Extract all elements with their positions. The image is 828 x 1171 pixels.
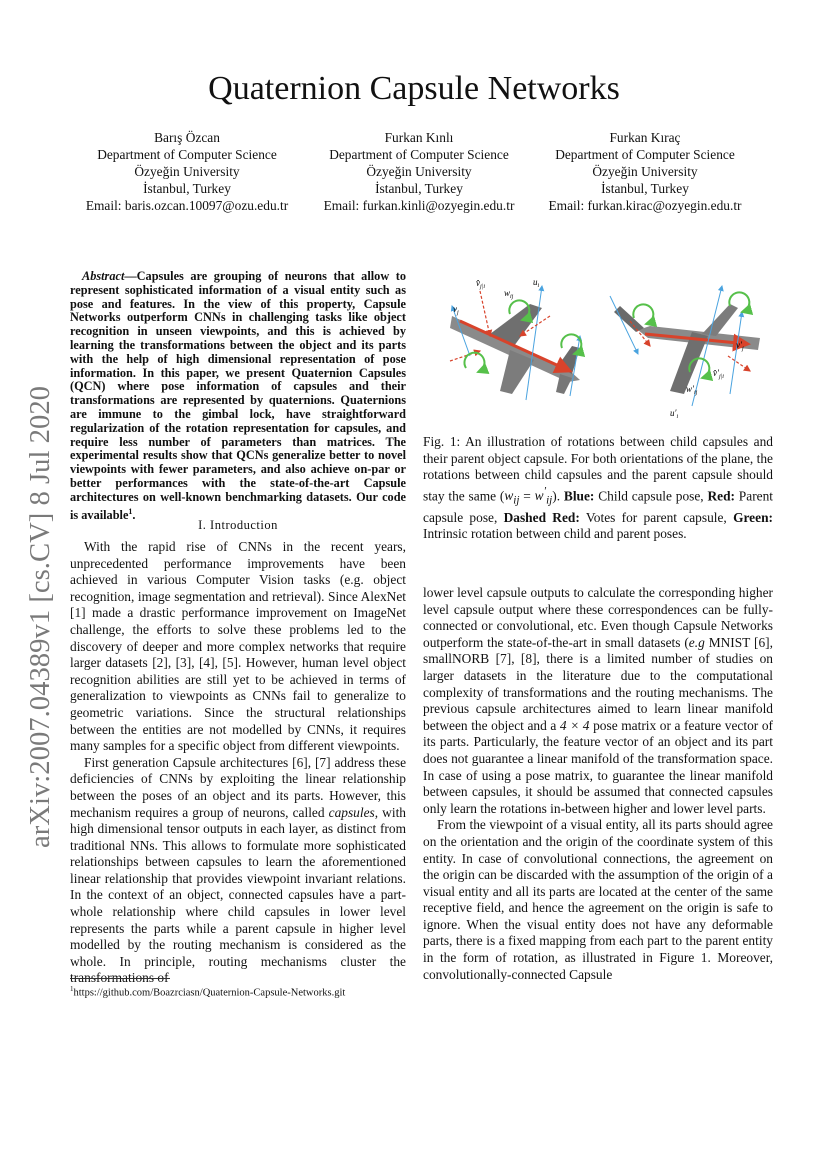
abstract-lead: Abstract (82, 269, 125, 283)
citation-link[interactable]: [7] (495, 651, 512, 667)
citation-link[interactable]: [6] (292, 754, 308, 770)
author-city: İstanbul, Turkey (375, 181, 463, 196)
intro-paragraph-2: First generation Capsule architectures [6], [7] address these deficiencies of CNNs by exploiting the linear relationship between the poses of an object and its parts. However, this mechanism requires a group of neurons, called capsules, with high dimensional tensor outputs in each layer, as distinct from traditional NNs. This allows to formulate more sophisticated relationships between capsules to learn the aforementioned linear relationship that provides viewpoint invariant relations. In the context of an object, connected capsules have a part-whole relationship where child capsules in lower level represents the parts while a parent capsule in higher level modelled by the routing mechanism is considered as the whole. In principle, routing mechanisms cluster the transformations of (70, 754, 407, 986)
author-name: Barış Özcan (154, 130, 220, 145)
author-city: İstanbul, Turkey (143, 181, 231, 196)
footnote-rule (70, 978, 170, 979)
author-name: Furkan Kıraç (609, 130, 681, 145)
paper-title: Quaternion Capsule Networks (208, 70, 620, 107)
fig-label-w: $w_{ij}$ (504, 288, 514, 300)
author-email[interactable]: Email: baris.ozcan.10097@ozu.edu.tr (85, 198, 289, 213)
citation-link[interactable]: [1] (70, 605, 86, 621)
figure-caption: Fig. 1: An illustration of rotations between child capsules and their parent object capsule. For both orientations of the plane, the rotations between child capsules and the parent capsule should stay the same $(w_{ij} = w'_{ij})$. Blue: Child capsule pose, Red: Parent capsule pose, Dashed Red: Votes for parent capsule, Green: Intrinsic rotation between child and parent poses. (423, 434, 774, 542)
abstract-text: Capsules are grouping of neurons that allow to represent sophisticated information of a visual entity such as pose and features. In the view of this property, Capsule Networks outperform CNNs in challenging tasks like object recognition in unseen viewpoints, and this is achieved by learning the transformations between the object and its parts with the help of high dimensional representation of pose information. In this paper, we present Quaternion Capsules (QCN) where pose information of capsules and their transformations are represented by quaternions. Quaternions are immune to the gimbal lock, have straightforward regularization of the rotation representation for capsules, and require less number of parameters than matrices. The experimental results show that QCNs generalize better to novel viewpoints with fewer parameters, and also achieve on-par or better performances with the state-of-the-art Capsule architectures on well-known benchmarking datasets. Our code is available (70, 269, 406, 522)
author-dept: Department of Computer Science (329, 147, 509, 162)
author-univ: Özyeğin University (366, 164, 472, 179)
fig-label-u: $u_i$ (533, 277, 540, 289)
author-block-1 (62, 129, 312, 214)
right-paragraph-1: lower level capsule outputs to calculate the corresponding higher level capsule output where these correspondences can be fully-connected or convolutional, etc. Even though Capsule Networks outperform the state-of-the-art in small datasets (e.g MNIST [6], smallNORB [7], [8], there is a limited number of studies on larger datasets in the literature due to the computational complexity of transformations and the routing mechanisms. The previous capsule architectures aimed to learn linear manifold between the object and a 4 × 4 pose matrix or a feature vector of its parts. Particularly, the feature vector of an object and its part does not guarantee a linear manifold of the transformation space. In case of using a pose matrix, to guarantee the linear manifold between capsules, it should be assumed that connected capsules only learn the rotations in-between higher and lower level parts. (423, 585, 773, 816)
fig-label-vhat: $v̂_{j|i}$ (476, 278, 485, 290)
author-block-3 (520, 129, 770, 214)
section-heading-introduction: I. Introduction (198, 518, 278, 532)
intro-paragraph-1: With the rapid rise of CNNs in the recent years, unprecedented performance improvements have been achieved in various Computer Vision tasks (e.g. object recognition, image segmentation and retrieval). Since AlexNet [1] made a drastic performance improvement on ImageNet challenge, the efforts to solve these problems led to the discovery of deeper and more complex networks that require larger datasets [2], [3], [4], [5]. However, human level object recognition abilities are still yet to be achieved in terms of generalization to viewpoints as CNNs fail to generalize to geometric variations. Since the structural relationships between the entities are not modelled by CNNs, it requires many samples for a specific object from different viewpoints. (70, 539, 407, 754)
arxiv-id-text: arXiv:2007.04389v1 [cs.CV] 8 Jul 2020 (24, 380, 56, 848)
footnote: $^1$https://github.com/Boazrciasn/Quaternion-Capsule-Networks.git (70, 985, 346, 999)
introduction-body (70, 539, 406, 987)
citation-link[interactable]: [5] (222, 655, 238, 671)
footnote-mark[interactable]: 1 (128, 506, 133, 516)
right-paragraph-2: From the viewpoint of a visual entity, all its parts should agree on the orientation and the origin of the coordinate system of this entity. In case of convolutional connections, the agreement on the origin can be discarded with the assumption of the origin of a visual entity and all its parts are located at the center of the same receptive field, and hence the agreement on the origin is safe to ignore. When the visual entity does not have any deformable parts, there is a fixed mapping from each part to the parent entity in the form of rotation, as illustrated in Figure 1. Moreover, convolutionally-connected Capsule (423, 817, 773, 982)
fig-label-uprime: $u'_i$ (670, 408, 679, 420)
arxiv-identifier (4, 380, 64, 850)
citation-link[interactable]: [4] (198, 655, 215, 671)
abstract (70, 270, 406, 522)
citation-link[interactable]: [8] (520, 651, 537, 667)
author-name: Furkan Kınlı (384, 130, 454, 145)
author-city: İstanbul, Turkey (601, 181, 689, 196)
figure-ref-link[interactable]: 1 (700, 950, 708, 966)
author-block-2 (294, 129, 544, 214)
author-dept: Department of Computer Science (97, 147, 277, 162)
citation-link[interactable]: [2] (152, 655, 168, 671)
author-dept: Department of Computer Science (555, 147, 735, 162)
abstract-dash: — (124, 269, 137, 283)
fig-label-wprime: $w'_{ij}$ (686, 384, 698, 396)
footnote-url[interactable]: https://github.com/Boazrciasn/Quaternion-Capsule-Networks.git (73, 987, 346, 999)
fig-label-vhatprime: $v̂'_{j|i}$ (713, 368, 724, 380)
fig-label-v: $v_j$ (453, 304, 459, 316)
citation-link[interactable]: [7] (314, 754, 331, 770)
plane-left (450, 286, 581, 400)
author-email[interactable]: Email: furkan.kirac@ozyegin.edu.tr (548, 198, 742, 213)
figure-airplane-rotations (430, 276, 780, 426)
citation-link[interactable]: [6] (754, 634, 770, 650)
author-email[interactable]: Email: furkan.kinli@ozyegin.edu.tr (323, 198, 515, 213)
author-univ: Özyeğin University (134, 164, 240, 179)
fig-label-vprime: $v'_j$ (736, 340, 744, 352)
right-column-body (423, 585, 773, 983)
citation-link[interactable]: [3] (175, 655, 192, 671)
abstract-end: . (132, 507, 136, 522)
author-univ: Özyeğin University (592, 164, 698, 179)
